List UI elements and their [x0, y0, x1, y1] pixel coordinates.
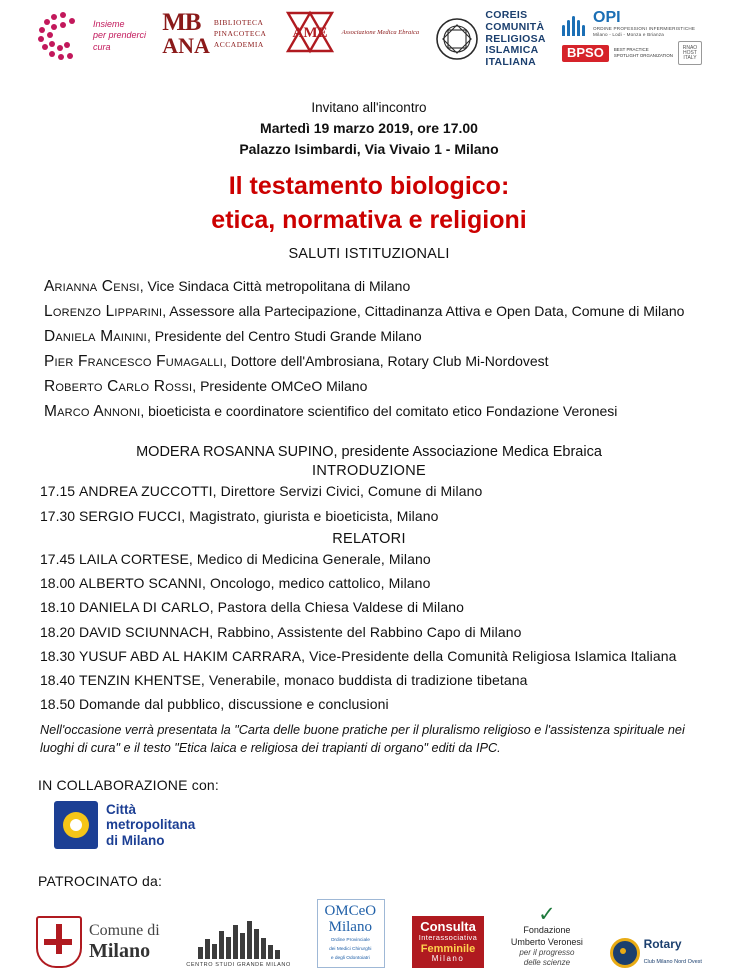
- patronage-logo-strip: [36, 899, 702, 967]
- rotary-line-1: Rotary: [643, 936, 682, 951]
- item-time: 18.20: [40, 623, 76, 640]
- list-item: [44, 374, 702, 399]
- greeting-role: , Vice Sindaca Città metropolitana di Milano: [139, 277, 411, 294]
- star-of-david-icon: [283, 10, 337, 54]
- item-time: 17.15: [40, 483, 76, 500]
- bpso-sub-2: SPOTLIGHT ORGANIZATION: [613, 53, 673, 59]
- coreis-text: [485, 10, 545, 69]
- section-saluti-istituzionali: SALUTI ISTITUZIONALI: [288, 245, 450, 262]
- citta-shield-icon: [54, 801, 98, 849]
- item-text: YUSUF ABD AL HAKIM CARRARA, Vice-Presidente della Comunità Religiosa Islamica Italiana: [78, 647, 677, 664]
- list-item: [40, 571, 702, 595]
- introduzione-list: [36, 479, 702, 527]
- item-text: DANIELA DI CARLO, Pastora della Chiesa Valdese di Milano: [78, 599, 465, 616]
- veronesi-line-4: delle scienze: [523, 957, 571, 967]
- logo-ambrosiana: [162, 10, 266, 57]
- item-time: 18.40: [40, 671, 76, 688]
- citta-line-2: metropolitana: [106, 817, 196, 833]
- ambrosiana-mark-bottom: ANA: [162, 33, 210, 58]
- footnote: Nell'occasione verrà presentata la "Carta delle buone pratiche per il pluralismo religioso e l'assistenza spirituale nei luoghi di cura" e il testo "Etica laica e religiosa dei trapianti di organo" editi da IPC.: [40, 723, 685, 755]
- centro-studi-caption: CENTRO STUDI GRANDE MILANO: [186, 961, 291, 968]
- item-time: 17.45: [40, 550, 76, 567]
- list-item: [44, 399, 702, 424]
- logo-rotary-club: [610, 938, 702, 968]
- ambrosiana-line-3: ACCADEMIA: [213, 40, 264, 50]
- veronesi-line-2: Umberto Veronesi: [510, 936, 583, 947]
- list-item: [40, 692, 702, 716]
- page-title: [36, 170, 702, 238]
- citta-line-3: di Milano: [106, 833, 165, 849]
- consulta-line-2: Interassociativa: [418, 933, 478, 943]
- omceo-sub-1: Ordine Provinciale: [330, 937, 370, 943]
- greetings-list: [36, 274, 702, 425]
- page-title-line-1: Il testamento biologico:: [228, 172, 510, 201]
- logo-consulta-femminile: [412, 916, 485, 968]
- skyline-icon: [186, 919, 291, 959]
- item-text: SERGIO FUCCI, Magistrato, giurista e bioeticista, Milano: [78, 507, 439, 524]
- coreis-knot-icon: [435, 17, 479, 61]
- list-item: [44, 274, 702, 299]
- coreis-line-3: RELIGIOSA: [485, 32, 546, 45]
- greeting-name: Pier Francesco Fumagalli: [44, 353, 223, 371]
- invitation-venue: Palazzo Isimbardi, Via Vivaio 1 - Milano: [239, 141, 499, 158]
- logo-opi-bpso: [562, 10, 702, 65]
- invitation-block: [36, 98, 702, 160]
- item-time: 18.10: [40, 599, 76, 616]
- opi-sub-1: ORDINE PROFESSIONI INFERMIERISTICHE: [593, 26, 696, 31]
- rotary-wheel-icon: [610, 938, 640, 968]
- item-time: 17.30: [40, 507, 76, 524]
- list-item: [40, 668, 702, 692]
- opi-sub-2: Milano - Lodi - Monza e Brianza: [593, 32, 665, 38]
- logo-ipc: [36, 10, 146, 62]
- opi-name: OPI: [593, 9, 621, 26]
- citta-text: [106, 802, 195, 850]
- comune-line-2: Milano: [89, 939, 151, 962]
- ambrosiana-mark-top: MB: [162, 9, 201, 36]
- logo-comune-milano: [36, 916, 160, 968]
- logo-coreis: [435, 10, 545, 69]
- consulta-line-3: Femminile: [420, 942, 476, 955]
- item-text: ANDREA ZUCCOTTI, Direttore Servizi Civici, Comune di Milano: [78, 483, 483, 500]
- list-item: [40, 620, 702, 644]
- header-logo-strip: [36, 0, 702, 96]
- greeting-name: Daniela Mainini: [44, 327, 147, 345]
- greeting-role: , bioeticista e coordinatore scientifico del comitato etico Fondazione Veronesi: [140, 403, 618, 420]
- svg-text:AME: AME: [292, 25, 328, 41]
- ambrosiana-monogram-icon: [162, 10, 210, 57]
- invitation-date: Martedì 19 marzo 2019, ore 17.00: [260, 120, 478, 137]
- item-text: TENZIN KHENTSE, Venerabile, monaco buddista di tradizione tibetana: [78, 671, 528, 688]
- greeting-name: Marco Annoni: [44, 403, 141, 421]
- comune-text: [89, 922, 160, 962]
- list-item: [40, 547, 702, 571]
- bpso-sub-1: BEST PRACTICE: [613, 47, 649, 53]
- item-text: ALBERTO SCANNI, Oncologo, medico cattolico, Milano: [78, 575, 431, 592]
- item-time: 18.00: [40, 575, 76, 592]
- bpso-row: [562, 41, 702, 65]
- milan-cross-icon: [36, 916, 82, 968]
- patronage-label: PATROCINATO da:: [38, 873, 163, 890]
- moderator-line: MODERA ROSANNA SUPINO, presidente Associazione Medica Ebraica: [136, 444, 602, 461]
- logo-centro-studi-grande-milano: [186, 919, 291, 968]
- item-time: 18.30: [40, 647, 76, 664]
- consulta-line-1: Consulta: [420, 918, 476, 934]
- coreis-line-4: ISLAMICA: [485, 44, 539, 57]
- ame-caption: Associazione Medica Ebraica: [341, 29, 420, 36]
- bpso-badge: BPSO: [562, 45, 609, 61]
- comune-line-1: Comune di: [89, 921, 160, 939]
- greeting-role: , Dottore dell'Ambrosiana, Rotary Club Mi-Nordovest: [223, 353, 549, 370]
- veronesi-check-icon: ✓: [538, 903, 556, 927]
- coreis-line-5: ITALIANA: [485, 56, 536, 68]
- ambrosiana-line-1: BIBLIOTECA: [213, 17, 264, 27]
- collaboration-label: IN COLLABORAZIONE con:: [38, 777, 220, 794]
- logo-ame: [283, 10, 420, 54]
- opi-row: [562, 10, 695, 38]
- greeting-role: , Presidente OMCeO Milano: [192, 378, 368, 395]
- omceo-line-2: Milano: [328, 919, 372, 936]
- item-text: DAVID SCIUNNACH, Rabbino, Assistente del Rabbino Capo di Milano: [78, 623, 522, 640]
- list-item: [44, 324, 702, 349]
- ipc-dots-icon: [36, 10, 88, 62]
- coreis-line-1: COREIS: [485, 9, 528, 21]
- list-item: [44, 349, 702, 374]
- item-text: LAILA CORTESE, Medico di Medicina Generale, Milano: [78, 550, 431, 567]
- coreis-line-2: COMUNITÀ: [485, 20, 545, 33]
- greeting-name: Roberto Carlo Rossi: [44, 378, 193, 396]
- rotary-line-2: Club Milano Nord Ovest: [643, 958, 702, 965]
- list-item: [40, 479, 702, 503]
- omceo-sub-2: dei Medici Chirurghi: [329, 946, 372, 952]
- omceo-line-1: OMCeO: [324, 903, 377, 920]
- list-item: [44, 299, 702, 324]
- section-relatori: RELATORI: [332, 530, 406, 547]
- veronesi-line-3: per il progresso: [519, 947, 575, 957]
- greeting-role: , Assessore alla Partecipazione, Cittadinanza Attiva e Open Data, Comune di Milano: [162, 302, 685, 319]
- logo-fondazione-veronesi: [511, 904, 583, 968]
- list-item: [40, 595, 702, 619]
- sun-icon: [63, 812, 89, 838]
- logo-citta-metropolitana: [36, 801, 702, 849]
- item-text: Domande dal pubblico, discussione e conclusioni: [78, 696, 389, 713]
- veronesi-line-1: Fondazione: [523, 925, 571, 936]
- item-time: 18.50: [40, 696, 76, 713]
- opi-hands-icon: [562, 12, 588, 36]
- rotary-text: [644, 938, 702, 968]
- consulta-line-4: Milano: [431, 953, 465, 963]
- section-introduzione: INTRODUZIONE: [312, 463, 426, 480]
- ambrosiana-text: [214, 17, 267, 51]
- invitation-intro: Invitano all'incontro: [311, 100, 427, 115]
- omceo-sub-3: e degli Odontoiatri: [330, 955, 370, 961]
- greeting-role: , Presidente del Centro Studi Grande Milano: [146, 327, 422, 344]
- ipc-line-1: Insieme: [93, 19, 125, 30]
- ipc-line-3: cura: [93, 41, 111, 52]
- citta-line-1: Città: [106, 801, 136, 817]
- ambrosiana-line-2: PINACOTECA: [213, 28, 267, 38]
- rnao-badge: RNAO HOST ITALY: [678, 41, 702, 65]
- list-item: [40, 644, 702, 668]
- list-item: [40, 504, 702, 528]
- greeting-name: Arianna Censi: [44, 277, 140, 295]
- page-title-line-2: etica, normativa e religioni: [211, 206, 527, 234]
- greeting-name: Lorenzo Lipparini: [44, 302, 163, 320]
- relatori-list: [36, 547, 702, 717]
- ipc-logo-text: [93, 19, 146, 53]
- logo-omceo-milano: [317, 899, 385, 967]
- ipc-line-2: per prenderci: [93, 30, 147, 41]
